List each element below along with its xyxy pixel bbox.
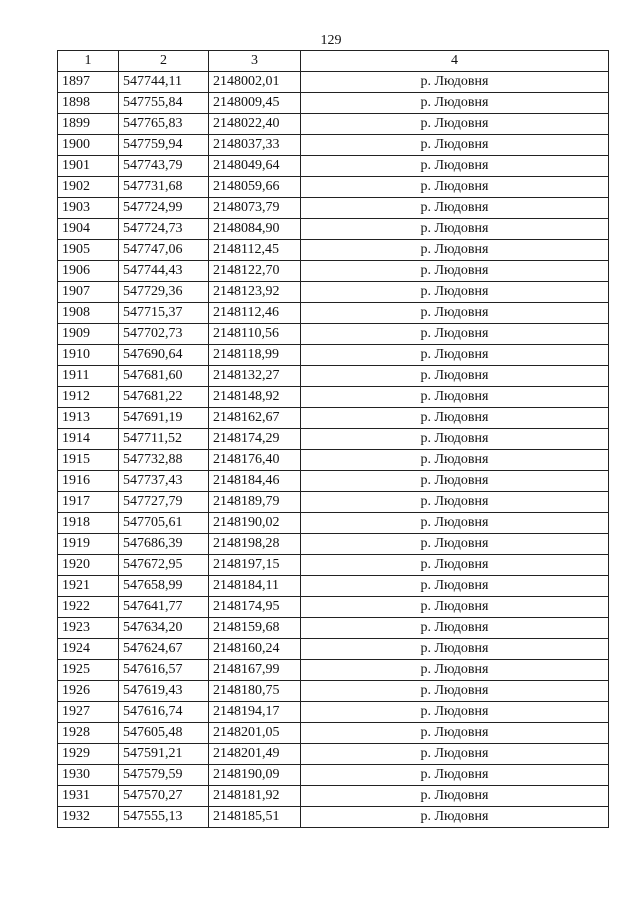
y-coordinate-cell: 2148132,27 [209,366,301,387]
table-row [58,639,609,660]
point-number-cell: 1923 [58,618,119,639]
header-col-3: 3 [209,51,301,72]
x-coordinate-cell: 547691,19 [119,408,209,429]
x-coordinate-cell: 547681,22 [119,387,209,408]
x-coordinate-cell: 547747,06 [119,240,209,261]
table-row [58,135,609,156]
description-cell: р. Людовня [301,660,609,681]
coordinates-table [57,50,609,828]
point-number-cell: 1921 [58,576,119,597]
table-row [58,282,609,303]
x-coordinate-cell: 547658,99 [119,576,209,597]
table-row [58,240,609,261]
point-number-cell: 1931 [58,786,119,807]
x-coordinate-cell: 547641,77 [119,597,209,618]
y-coordinate-cell: 2148190,02 [209,513,301,534]
point-number-cell: 1909 [58,324,119,345]
description-cell: р. Людовня [301,135,609,156]
table-row [58,660,609,681]
x-coordinate-cell: 547729,36 [119,282,209,303]
y-coordinate-cell: 2148009,45 [209,93,301,114]
y-coordinate-cell: 2148049,64 [209,156,301,177]
table-row [58,303,609,324]
point-number-cell: 1932 [58,807,119,828]
header-col-2: 2 [119,51,209,72]
point-number-cell: 1925 [58,660,119,681]
table-row [58,261,609,282]
table-row [58,786,609,807]
table-row [58,471,609,492]
x-coordinate-cell: 547605,48 [119,723,209,744]
table-row [58,93,609,114]
y-coordinate-cell: 2148110,56 [209,324,301,345]
table-row [58,450,609,471]
y-coordinate-cell: 2148112,46 [209,303,301,324]
table-row [58,492,609,513]
y-coordinate-cell: 2148167,99 [209,660,301,681]
x-coordinate-cell: 547744,43 [119,261,209,282]
description-cell: р. Людовня [301,387,609,408]
table-row [58,429,609,450]
point-number-cell: 1918 [58,513,119,534]
y-coordinate-cell: 2148201,05 [209,723,301,744]
description-cell: р. Людовня [301,618,609,639]
table-row [58,534,609,555]
y-coordinate-cell: 2148184,46 [209,471,301,492]
point-number-cell: 1913 [58,408,119,429]
table-row [58,366,609,387]
y-coordinate-cell: 2148174,95 [209,597,301,618]
y-coordinate-cell: 2148162,67 [209,408,301,429]
point-number-cell: 1920 [58,555,119,576]
x-coordinate-cell: 547727,79 [119,492,209,513]
x-coordinate-cell: 547591,21 [119,744,209,765]
table-row [58,114,609,135]
table-row [58,702,609,723]
point-number-cell: 1901 [58,156,119,177]
x-coordinate-cell: 547619,43 [119,681,209,702]
y-coordinate-cell: 2148185,51 [209,807,301,828]
description-cell: р. Людовня [301,324,609,345]
table-row [58,156,609,177]
x-coordinate-cell: 547681,60 [119,366,209,387]
point-number-cell: 1911 [58,366,119,387]
point-number-cell: 1917 [58,492,119,513]
description-cell: р. Людовня [301,198,609,219]
header-col-4: 4 [301,51,609,72]
description-cell: р. Людовня [301,366,609,387]
description-cell: р. Людовня [301,744,609,765]
description-cell: р. Людовня [301,156,609,177]
x-coordinate-cell: 547616,57 [119,660,209,681]
table-row [58,576,609,597]
x-coordinate-cell: 547672,95 [119,555,209,576]
description-cell: р. Людовня [301,303,609,324]
description-cell: р. Людовня [301,177,609,198]
y-coordinate-cell: 2148118,99 [209,345,301,366]
point-number-cell: 1919 [58,534,119,555]
y-coordinate-cell: 2148198,28 [209,534,301,555]
table-row [58,765,609,786]
x-coordinate-cell: 547579,59 [119,765,209,786]
point-number-cell: 1910 [58,345,119,366]
table-row [58,219,609,240]
point-number-cell: 1914 [58,429,119,450]
y-coordinate-cell: 2148037,33 [209,135,301,156]
point-number-cell: 1928 [58,723,119,744]
x-coordinate-cell: 547555,13 [119,807,209,828]
table-row [58,324,609,345]
description-cell: р. Людовня [301,576,609,597]
description-cell: р. Людовня [301,639,609,660]
table-row [58,618,609,639]
point-number-cell: 1897 [58,72,119,93]
point-number-cell: 1927 [58,702,119,723]
description-cell: р. Людовня [301,807,609,828]
description-cell: р. Людовня [301,723,609,744]
x-coordinate-cell: 547755,84 [119,93,209,114]
y-coordinate-cell: 2148190,09 [209,765,301,786]
x-coordinate-cell: 547690,64 [119,345,209,366]
table-row [58,198,609,219]
table-row [58,555,609,576]
y-coordinate-cell: 2148059,66 [209,177,301,198]
y-coordinate-cell: 2148197,15 [209,555,301,576]
table-row [58,387,609,408]
point-number-cell: 1916 [58,471,119,492]
x-coordinate-cell: 547702,73 [119,324,209,345]
point-number-cell: 1915 [58,450,119,471]
description-cell: р. Людовня [301,471,609,492]
description-cell: р. Людовня [301,492,609,513]
y-coordinate-cell: 2148148,92 [209,387,301,408]
description-cell: р. Людовня [301,261,609,282]
x-coordinate-cell: 547743,79 [119,156,209,177]
x-coordinate-cell: 547759,94 [119,135,209,156]
table-row [58,807,609,828]
point-number-cell: 1926 [58,681,119,702]
description-cell: р. Людовня [301,786,609,807]
table-body [58,72,609,828]
point-number-cell: 1904 [58,219,119,240]
x-coordinate-cell: 547731,68 [119,177,209,198]
y-coordinate-cell: 2148181,92 [209,786,301,807]
y-coordinate-cell: 2148084,90 [209,219,301,240]
description-cell: р. Людовня [301,408,609,429]
x-coordinate-cell: 547570,27 [119,786,209,807]
point-number-cell: 1906 [58,261,119,282]
x-coordinate-cell: 547686,39 [119,534,209,555]
description-cell: р. Людовня [301,765,609,786]
y-coordinate-cell: 2148201,49 [209,744,301,765]
y-coordinate-cell: 2148022,40 [209,114,301,135]
table-row [58,177,609,198]
y-coordinate-cell: 2148174,29 [209,429,301,450]
point-number-cell: 1907 [58,282,119,303]
y-coordinate-cell: 2148189,79 [209,492,301,513]
table-row [58,597,609,618]
table-row [58,72,609,93]
y-coordinate-cell: 2148176,40 [209,450,301,471]
point-number-cell: 1902 [58,177,119,198]
description-cell: р. Людовня [301,450,609,471]
x-coordinate-cell: 547724,99 [119,198,209,219]
description-cell: р. Людовня [301,702,609,723]
description-cell: р. Людовня [301,72,609,93]
x-coordinate-cell: 547737,43 [119,471,209,492]
point-number-cell: 1929 [58,744,119,765]
table-header-row [58,51,609,72]
table-row [58,723,609,744]
x-coordinate-cell: 547634,20 [119,618,209,639]
description-cell: р. Людовня [301,681,609,702]
description-cell: р. Людовня [301,597,609,618]
x-coordinate-cell: 547705,61 [119,513,209,534]
point-number-cell: 1900 [58,135,119,156]
y-coordinate-cell: 2148123,92 [209,282,301,303]
point-number-cell: 1930 [58,765,119,786]
point-number-cell: 1898 [58,93,119,114]
x-coordinate-cell: 547744,11 [119,72,209,93]
point-number-cell: 1922 [58,597,119,618]
table-row [58,513,609,534]
table-row [58,408,609,429]
table-row [58,744,609,765]
x-coordinate-cell: 547624,67 [119,639,209,660]
description-cell: р. Людовня [301,345,609,366]
x-coordinate-cell: 547732,88 [119,450,209,471]
description-cell: р. Людовня [301,114,609,135]
table-row [58,345,609,366]
y-coordinate-cell: 2148159,68 [209,618,301,639]
y-coordinate-cell: 2148112,45 [209,240,301,261]
description-cell: р. Людовня [301,282,609,303]
point-number-cell: 1899 [58,114,119,135]
header-col-1: 1 [58,51,119,72]
point-number-cell: 1912 [58,387,119,408]
y-coordinate-cell: 2148180,75 [209,681,301,702]
y-coordinate-cell: 2148122,70 [209,261,301,282]
y-coordinate-cell: 2148184,11 [209,576,301,597]
description-cell: р. Людовня [301,513,609,534]
x-coordinate-cell: 547765,83 [119,114,209,135]
x-coordinate-cell: 547616,74 [119,702,209,723]
x-coordinate-cell: 547715,37 [119,303,209,324]
y-coordinate-cell: 2148073,79 [209,198,301,219]
description-cell: р. Людовня [301,219,609,240]
point-number-cell: 1908 [58,303,119,324]
y-coordinate-cell: 2148160,24 [209,639,301,660]
description-cell: р. Людовня [301,429,609,450]
point-number-cell: 1905 [58,240,119,261]
point-number-cell: 1903 [58,198,119,219]
y-coordinate-cell: 2148194,17 [209,702,301,723]
description-cell: р. Людовня [301,534,609,555]
description-cell: р. Людовня [301,240,609,261]
x-coordinate-cell: 547724,73 [119,219,209,240]
table-row [58,681,609,702]
description-cell: р. Людовня [301,555,609,576]
y-coordinate-cell: 2148002,01 [209,72,301,93]
page-number: 129 [320,33,342,48]
x-coordinate-cell: 547711,52 [119,429,209,450]
point-number-cell: 1924 [58,639,119,660]
description-cell: р. Людовня [301,93,609,114]
